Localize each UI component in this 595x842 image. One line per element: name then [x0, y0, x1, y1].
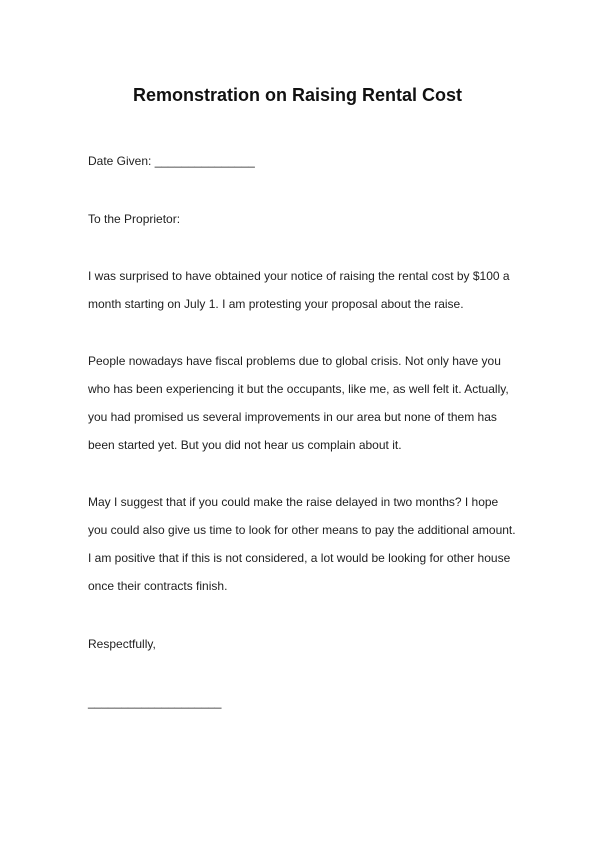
paragraph2-line3: you had promised us several improvements in our area but none of them has: [88, 410, 497, 424]
paragraph1-line2: month starting on July 1. I am protesting your proposal about the raise.: [88, 297, 464, 311]
closing: Respectfully,: [88, 637, 156, 651]
paragraph2-line1: People nowadays have fiscal problems due to global crisis. Not only have you: [88, 354, 501, 368]
paragraph3-line1: May I suggest that if you could make the raise delayed in two months? I hope: [88, 495, 499, 509]
paragraph1-line1: I was surprised to have obtained your notice of raising the rental cost by $100 a: [88, 269, 510, 283]
paragraph2-line4: been started yet. But you did not hear us complain about it.: [88, 438, 402, 452]
document-title: Remonstration on Raising Rental Cost: [132, 85, 463, 105]
paragraph3-line3: I am positive that if this is not considered, a lot would be looking for other house: [88, 551, 511, 565]
paragraph3-line2: you could also give us time to look for other means to pay the additional amount.: [88, 523, 516, 537]
signature-line: ____________________: [88, 695, 222, 709]
paragraph2-line2: who has been experiencing it but the occupants, like me, as well felt it. Actually,: [88, 382, 509, 396]
paragraph3-line4: once their contracts finish.: [88, 579, 228, 593]
date-given-line: Date Given: _______________: [88, 154, 255, 168]
salutation: To the Proprietor:: [88, 212, 181, 226]
